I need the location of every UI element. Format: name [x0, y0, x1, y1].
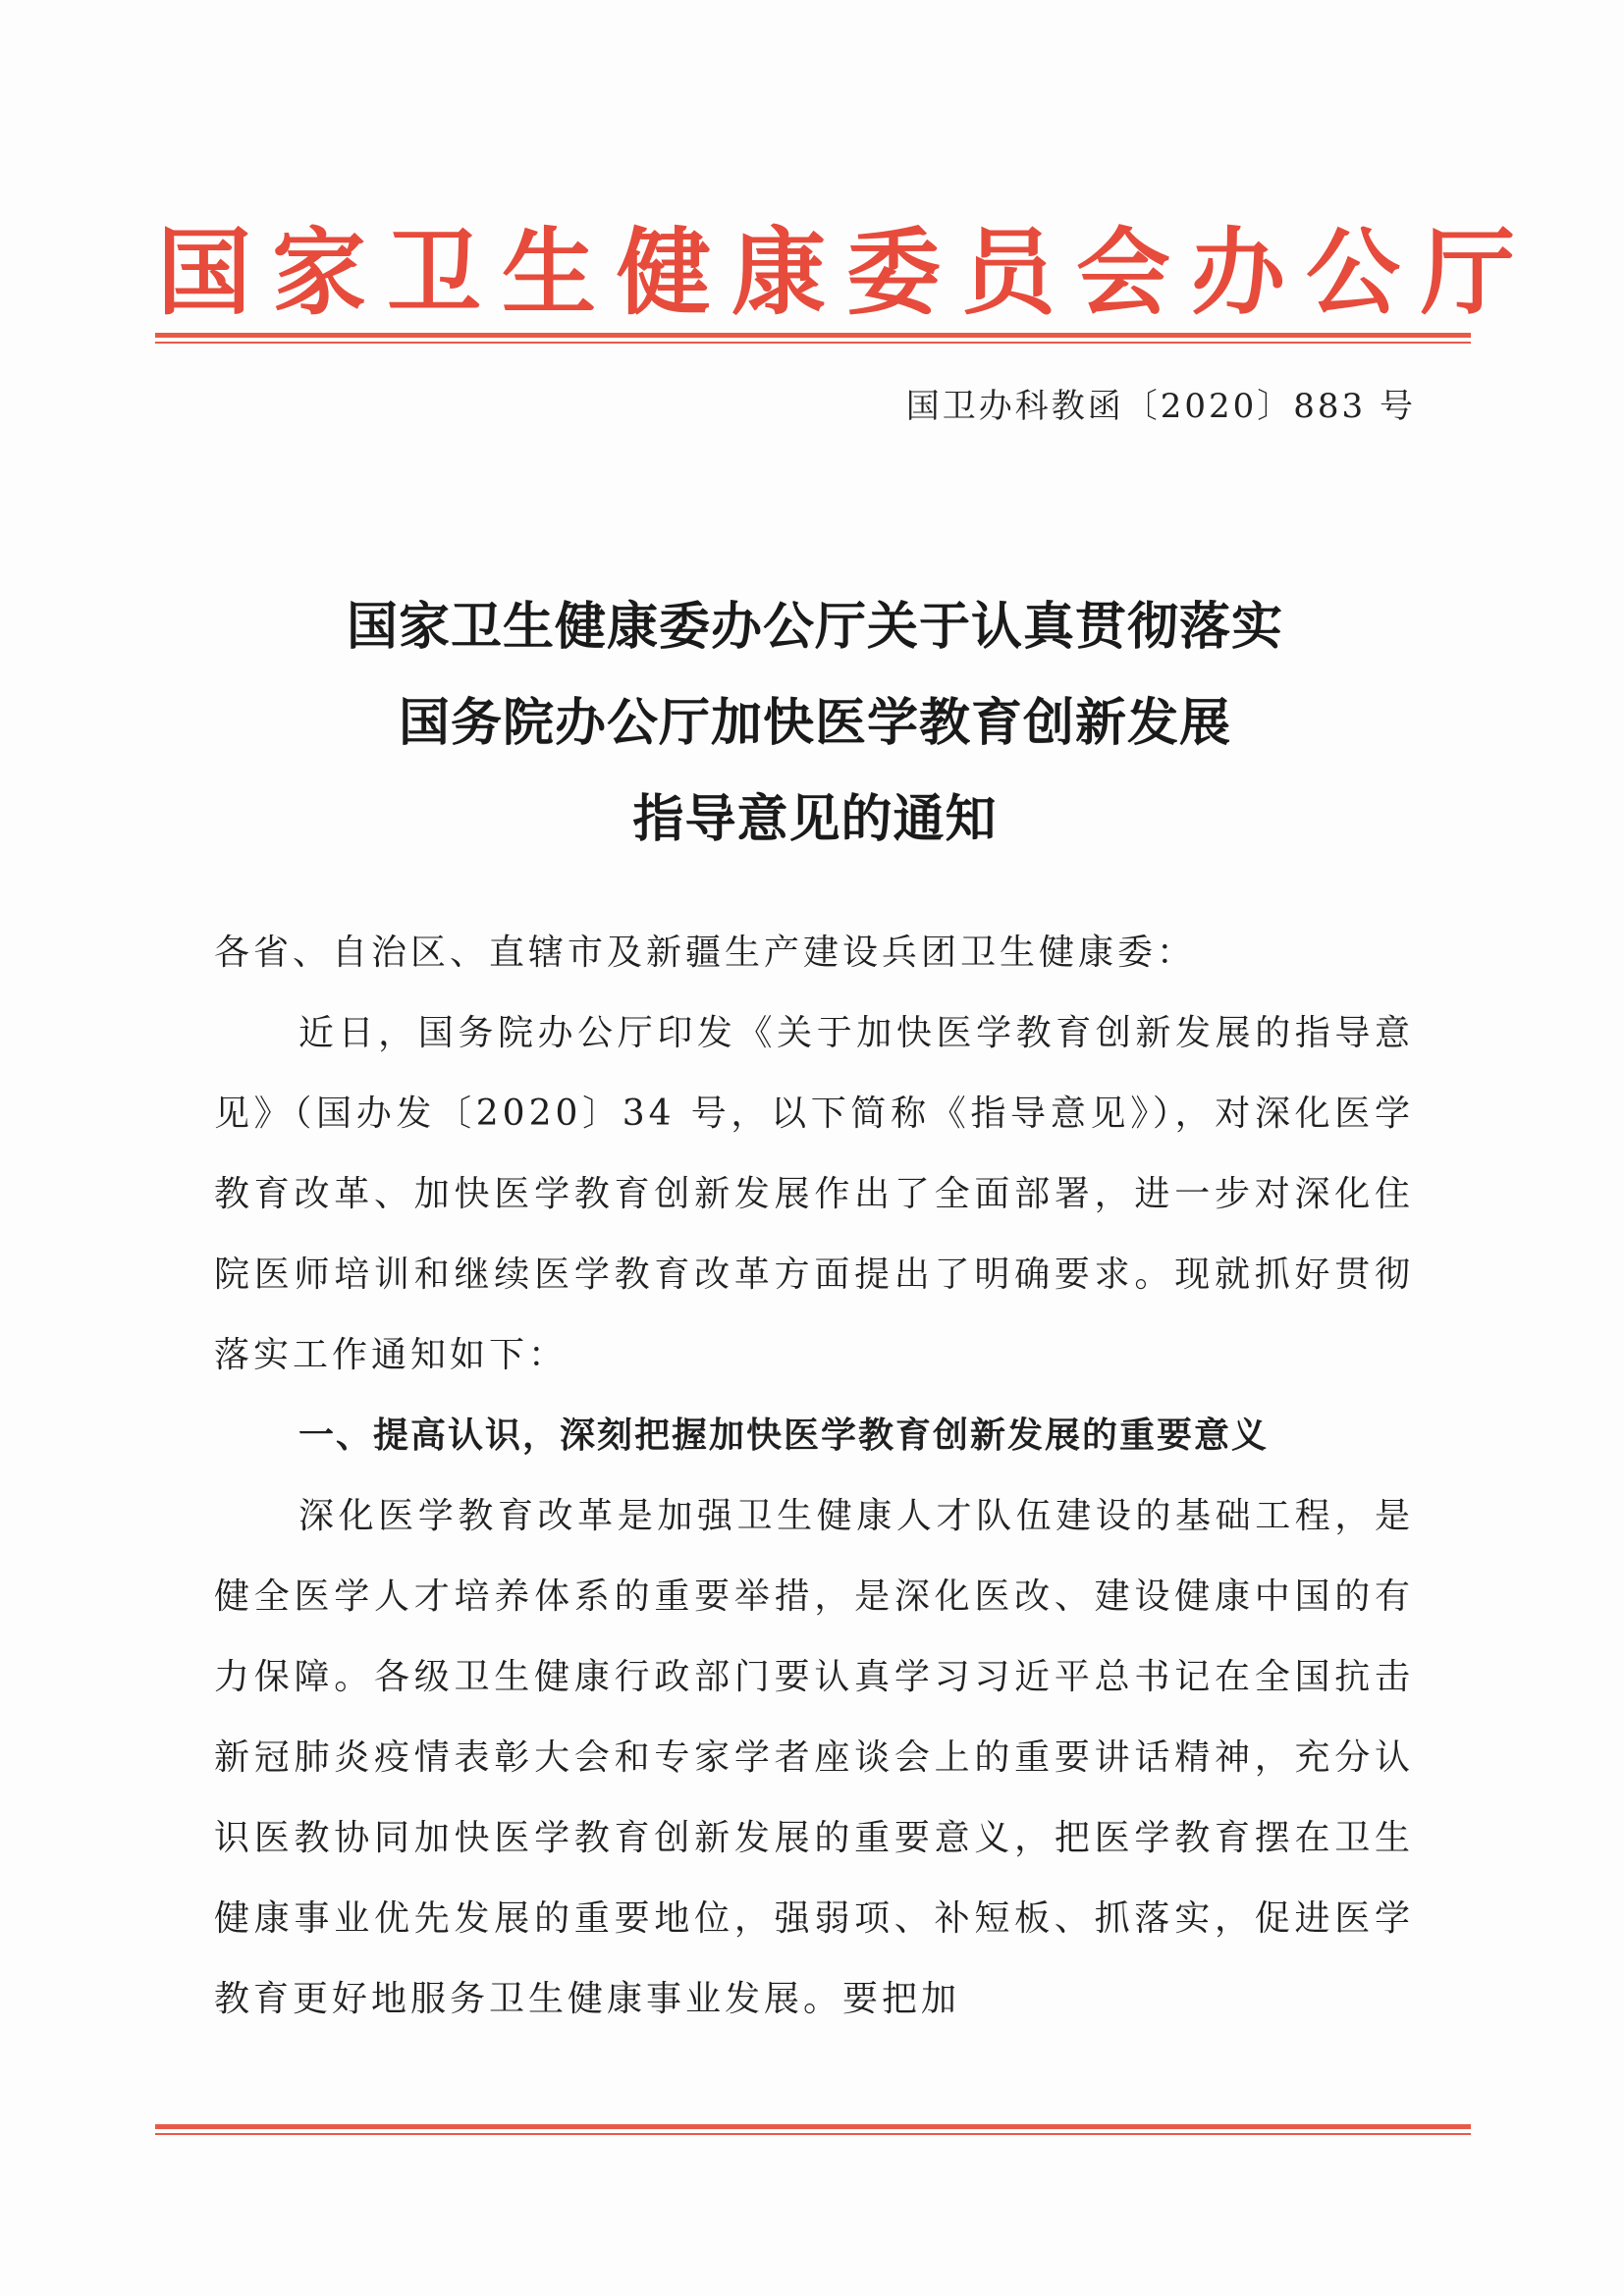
section-heading-1: 一、提高认识，深刻把握加快医学教育创新发展的重要意义	[298, 1415, 1270, 1456]
title-line-1: 国家卫生健康委办公厅关于认真贯彻落实	[346, 598, 1283, 657]
red-rule-thick-line	[155, 2124, 1471, 2129]
paragraph-intro: 近日，国务院办公厅印发《关于加快医学教育创新发展的指导意见》（国办发〔2020〕34 号，以下简称《指导意见》），对深化医学教育改革、加快医学教育创新发展作出了全面部署，进一步对深化住院医师培训和继续医学教育改革方面提出了明确要求。现就抓好贯彻落实工作通知如下：	[214, 1013, 1414, 1375]
document-title	[157, 579, 1473, 868]
red-rule-top	[155, 333, 1471, 347]
red-rule-thin-line	[155, 342, 1471, 344]
masthead-title: 国家卫生健康委员会办公厅	[157, 217, 1536, 328]
title-line-3: 指导意见的通知	[632, 790, 998, 849]
red-rule-bottom	[155, 2124, 1471, 2138]
red-rule-thin-line	[155, 2133, 1471, 2135]
document-body	[214, 913, 1414, 2040]
salutation: 各省、自治区、直辖市及新疆生产建设兵团卫生健康委：	[214, 933, 1197, 973]
paragraph-section-1: 深化医学教育改革是加强卫生健康人才队伍建设的基础工程，是健全医学人才培养体系的重要举措，是深化医改、建设健康中国的有力保障。各级卫生健康行政部门要认真学习习近平总书记在全国抗击新冠肺炎疫情表彰大会和专家学者座谈会上的重要讲话精神，充分认识医教协同加快医学教育创新发展的重要意义，把医学教育摆在卫生健康事业优先发展的重要地位，强弱项、补短板、抓落实，促进医学教育更好地服务卫生健康事业发展。要把加	[214, 1496, 1414, 2019]
document-number: 国卫办科教函〔2020〕883 号	[905, 387, 1416, 426]
title-line-2: 国务院办公厅加快医学教育创新发展	[398, 694, 1231, 753]
red-rule-thick-line	[155, 333, 1471, 338]
